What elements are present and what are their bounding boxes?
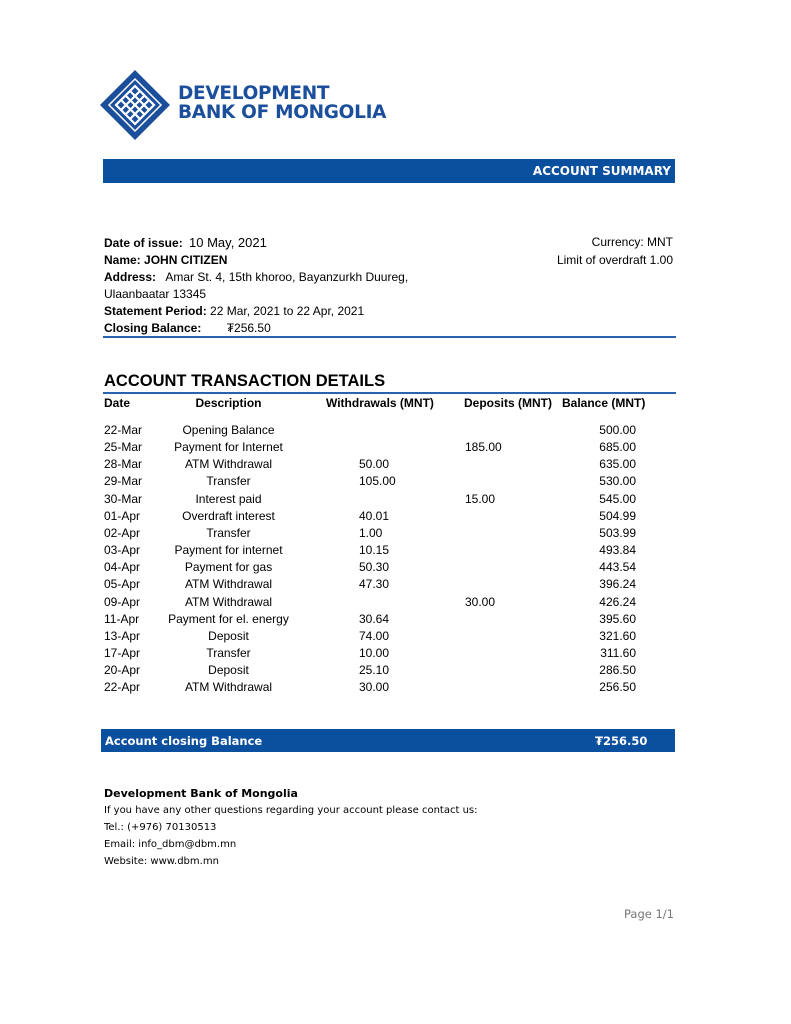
table-row — [0, 423, 791, 440]
row-date: 09-Apr — [104, 594, 141, 609]
row-balance: 504.99 — [599, 508, 636, 523]
statement-period — [104, 304, 364, 318]
table-row — [0, 440, 791, 457]
row-deposit: 15.00 — [465, 491, 496, 506]
bank-name-logo — [178, 84, 386, 122]
row-date: 17-Apr — [104, 645, 141, 660]
row-date: 22-Mar — [104, 423, 143, 437]
row-withdrawal: 1.00 — [359, 525, 383, 540]
address-label: Address: — [104, 270, 157, 284]
account-closing-value: ₮256.50 — [595, 734, 648, 748]
account-summary-title: ACCOUNT SUMMARY — [532, 164, 671, 178]
row-description: Transfer — [206, 525, 251, 540]
row-withdrawal: 30.64 — [359, 611, 390, 626]
row-balance: 443.54 — [599, 560, 636, 575]
row-date: 20-Apr — [104, 663, 141, 678]
row-balance: 426.24 — [599, 594, 636, 609]
footer-tel: Tel.: (+976) 70130513 — [104, 822, 217, 833]
account-closing-bar — [101, 729, 675, 752]
row-date: 03-Apr — [104, 543, 141, 558]
statement-period-value: 22 Mar, 2021 to 22 Apr, 2021 — [210, 304, 365, 318]
statement-period-label: Statement Period: — [104, 304, 207, 318]
row-balance: 545.00 — [599, 491, 636, 506]
date-of-issue-value: 10 May, 2021 — [189, 235, 267, 250]
row-balance: 396.24 — [599, 577, 636, 592]
header-date: Date — [104, 396, 131, 410]
currency: Currency: MNT — [591, 235, 673, 249]
table-row — [0, 560, 791, 577]
table-row — [0, 612, 791, 629]
row-withdrawal: 40.01 — [359, 508, 390, 523]
row-date: 02-Apr — [104, 525, 141, 540]
header-description: Description — [195, 396, 262, 410]
address-line1: Amar St. 4, 15th khoroo, Bayanzurkh Duureg, — [165, 270, 409, 284]
row-balance: 685.00 — [599, 440, 636, 455]
table-row — [0, 474, 791, 491]
row-date: 13-Apr — [104, 628, 141, 643]
row-withdrawal: 30.00 — [359, 680, 390, 695]
row-date: 29-Mar — [104, 474, 143, 489]
account-closing-label: Account closing Balance — [105, 734, 263, 748]
row-date: 04-Apr — [104, 560, 141, 575]
row-date: 05-Apr — [104, 577, 141, 592]
table-row — [0, 526, 791, 543]
bank-name-line1: DEVELOPMENT — [178, 83, 330, 104]
row-withdrawal: 50.30 — [359, 560, 390, 575]
table-row — [0, 457, 791, 474]
row-withdrawal: 47.30 — [359, 577, 390, 592]
row-description: ATM Withdrawal — [184, 594, 273, 609]
closing-balance-label: Closing Balance: — [104, 321, 202, 335]
row-withdrawal: 10.15 — [359, 543, 390, 558]
name-label: Name: — [104, 253, 141, 267]
row-deposit: 185.00 — [465, 440, 502, 455]
row-balance: 503.99 — [599, 525, 636, 540]
row-balance: 311.60 — [600, 645, 636, 660]
row-date: 25-Mar — [104, 440, 143, 455]
row-withdrawal: 50.00 — [359, 457, 390, 472]
address-line2: Ulaanbaatar 13345 — [104, 287, 207, 301]
footer-email: Email: info_dbm@dbm.mn — [104, 839, 237, 850]
row-balance: 321.60 — [599, 628, 636, 643]
row-deposit: 30.00 — [465, 594, 496, 609]
row-withdrawal: 74.00 — [359, 628, 390, 643]
row-date: 11-Apr — [104, 611, 140, 626]
row-description: Overdraft interest — [182, 508, 275, 523]
row-description: ATM Withdrawal — [184, 577, 273, 592]
table-row — [0, 680, 791, 697]
row-description: Opening Balance — [182, 423, 275, 437]
row-description: ATM Withdrawal — [184, 457, 273, 472]
row-description: ATM Withdrawal — [184, 680, 273, 695]
row-balance: 395.60 — [599, 611, 636, 626]
name-value: JOHN CITIZEN — [144, 253, 228, 267]
header-balance: Balance (MNT) — [562, 396, 646, 410]
table-row — [0, 629, 791, 646]
row-withdrawal: 10.00 — [359, 645, 390, 660]
bank-logo-icon — [100, 70, 170, 140]
row-description: Deposit — [208, 663, 249, 678]
row-description: Payment for internet — [174, 543, 283, 558]
row-date: 28-Mar — [104, 457, 143, 472]
account-name — [104, 253, 227, 267]
table-row — [0, 577, 791, 594]
row-withdrawal: 25.10 — [359, 663, 390, 678]
header-withdrawals: Withdrawals (MNT) — [326, 396, 434, 410]
overdraft-limit: Limit of overdraft 1.00 — [556, 253, 673, 267]
table-row — [0, 663, 791, 680]
row-balance: 256.50 — [599, 680, 636, 695]
footer-questions: If you have any other questions regarding your account please contact us: — [104, 805, 478, 816]
row-withdrawal: 105.00 — [359, 474, 396, 489]
bank-name-line2: BANK OF MONGOLIA — [178, 102, 387, 123]
transactions-title: ACCOUNT TRANSACTION DETAILS — [104, 372, 386, 390]
row-description: Payment for el. energy — [168, 611, 289, 626]
header-deposits: Deposits (MNT) — [464, 396, 552, 410]
row-date: 30-Mar — [104, 491, 143, 506]
address — [104, 270, 408, 284]
account-summary-bar — [103, 159, 675, 183]
table-row — [0, 509, 791, 526]
footer-website: Website: www.dbm.mn — [104, 856, 219, 867]
row-date: 01-Apr — [104, 508, 141, 523]
row-balance: 530.00 — [599, 474, 636, 489]
row-balance: 286.50 — [599, 663, 636, 678]
row-description: Deposit — [208, 628, 249, 643]
footer-bank-name: Development Bank of Mongolia — [104, 787, 298, 800]
table-row — [0, 595, 791, 612]
table-row — [0, 646, 791, 663]
row-date: 22-Apr — [104, 680, 141, 695]
row-description: Transfer — [206, 474, 251, 489]
page-number: Page 1/1 — [623, 907, 674, 921]
date-of-issue — [104, 235, 267, 250]
closing-balance — [104, 321, 271, 335]
info-divider — [103, 336, 676, 338]
transactions-divider — [103, 392, 676, 394]
row-description: Transfer — [206, 645, 251, 660]
row-balance: 635.00 — [599, 457, 636, 472]
row-description: Payment for Internet — [174, 440, 283, 455]
row-balance: 493.84 — [599, 543, 636, 558]
row-balance: 500.00 — [599, 423, 636, 437]
row-description: Payment for gas — [184, 560, 273, 575]
table-row — [0, 492, 791, 509]
table-row — [0, 543, 791, 560]
closing-balance-value: ₮256.50 — [226, 321, 271, 335]
date-of-issue-label: Date of issue: — [104, 236, 183, 250]
row-description: Interest paid — [195, 491, 262, 506]
